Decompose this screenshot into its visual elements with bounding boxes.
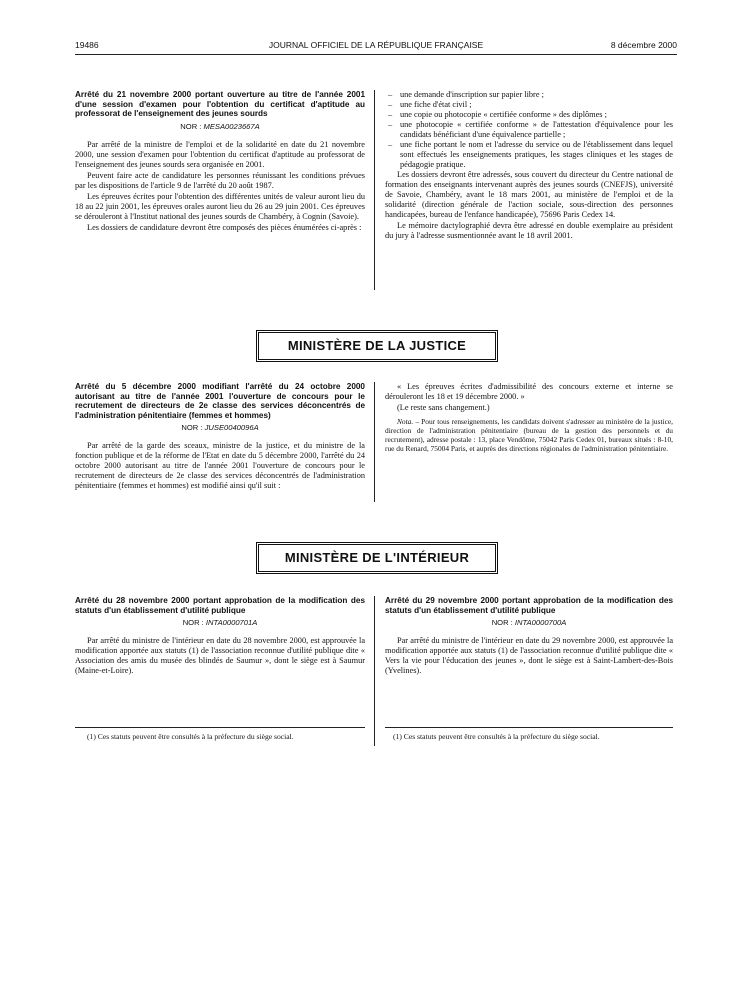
article-1-nor (75, 122, 365, 132)
column-divider (374, 90, 375, 290)
article-2-right-column (385, 382, 673, 454)
article-1-paragraph: Les dossiers de candidature devront être composés des pièces énumérées ci-après : (87, 222, 362, 232)
article-1-paragraph: Les dossiers devront être adressés, sous couvert du directeur du Centre national de formation des enseignants intervenant auprès des jeunes sourds (CNEFJS), université de Savoie, Chambéry, avant le 18 mars 2001, au ministère de l'emploi et de la solidarité (direction générale de l'action sociale, sous-direction des personnes handicapées, bureau de l'enfance handicapée), 75696 Paris Cedex 14. (385, 170, 673, 219)
column-divider (374, 382, 375, 502)
article-3-nor (75, 618, 365, 628)
ministry-justice-heading: MINISTÈRE DE LA JUSTICE (258, 332, 496, 360)
note-text: – Pour tous renseignements, les candidats doivent s'adresser au ministère de la justice, direction de l'administration pénitentiaire (bureau de la gestion des personnels et du recrutement), adresse postale : 13, place Vendôme, 75042 Paris Cedex 01, bureaux situés : 8-10, rue du Renard, 75004 Paris, et auprès des directions régionales de l'administration pénitentiaire. (385, 417, 673, 453)
nor-code: JUSE0040096A (204, 423, 259, 433)
nor-label: NOR : (181, 423, 203, 433)
article-2-quote: « Les épreuves écrites d'admissibilité des concours externe et interne se dérouleront les 18 et 19 décembre 2000. » (385, 382, 673, 401)
nor-label: NOR : (182, 618, 204, 628)
article-3-footnote: (1) Ces statuts peuvent être consultés à la préfecture du siège social. (87, 732, 294, 741)
footnote-rule (385, 727, 673, 728)
journal-title: JOURNAL OFFICIEL DE LA RÉPUBLIQUE FRANÇAISE (268, 40, 484, 50)
article-1-right-column (385, 90, 673, 242)
article-1-paragraph: Peuvent faire acte de candidature les personnes réunissant les conditions prévues par les dispositions de l'article 9 de l'arrêté du 20 août 1987. (75, 170, 365, 190)
article-1-paragraph: Les épreuves écrites pour l'obtention des différentes unités de valeur auront lieu du 18 au 22 juin 2001, les épreuves orales auront lieu du 26 au 29 juin 2001. Ces épreuves se dérouleront à l'Institut national des jeunes sourds de Chambéry, à Cognin (Savoie). (75, 191, 365, 221)
article-2-note (385, 417, 673, 453)
list-item: – une copie ou photocopie « certifiée conforme » des diplômes ; (385, 110, 673, 120)
article-4-paragraph: Par arrêté du ministre de l'intérieur en date du 29 novembre 2000, est approuvée la modification apportée aux statuts (1) de l'association reconnue d'utilité publique dite « Vers la vie pour l'éducation des jeunes », dont le siège est à Saint-Lambert-des-Bois (Yvelines). (385, 636, 673, 676)
ministry-interior-heading: MINISTÈRE DE L'INTÉRIEUR (258, 544, 496, 572)
page-number: 19486 (75, 40, 99, 50)
header-rule (75, 54, 677, 55)
article-1-paragraph: Le mémoire dactylographié devra être adressé en double exemplaire au président du jury à l'adresse susmentionnée avant le 18 avril 2001. (385, 221, 673, 240)
column-divider (374, 596, 375, 746)
note-label: Nota. (397, 417, 414, 426)
nor-code: INTA0000700A (514, 618, 567, 628)
article-1-title: Arrêté du 21 novembre 2000 portant ouverture au titre de l'année 2001 d'une session d'examen pour l'obtention du certificat d'aptitude au professorat de l'enseignement des jeunes sourds (75, 90, 365, 119)
list-item: – une photocopie « certifiée conforme » de l'attestation d'équivalence pour les candidats bénéficiant d'une équivalence partielle ; (385, 120, 673, 140)
list-item: – une fiche portant le nom et l'adresse du service ou de l'établissement dans lequel sont effectués les enseignements pratiques, les stages cliniques et les stages de pédagogie pratique. (385, 140, 673, 170)
nor-label: NOR : (180, 121, 202, 131)
nor-code: INTA0000701A (205, 618, 258, 628)
article-4-column (385, 596, 673, 677)
article-4-title: Arrêté du 29 novembre 2000 portant approbation de la modification des statuts d'un établissement d'utilité publique (385, 596, 673, 615)
article-2-paragraph: Par arrêté de la garde des sceaux, ministre de la justice, et du ministre de la fonction publique et de la réforme de l'Etat en date du 5 décembre 2000, l'arrêté du 24 octobre 2000 autorisant au titre de l'année 2001 l'ouverture de concours pour le recrutement de directeurs de 2e classe des services déconcentrés de l'administration pénitentiaire (femmes et hommes) est modifié ainsi qu'il suit : (75, 441, 365, 491)
issue-date: 8 décembre 2000 (610, 40, 677, 50)
article-1-paragraph: Par arrêté de la ministre de l'emploi et de la solidarité en date du 21 novembre 2000, une session d'examen pour l'obtention du certificat d'aptitude au professorat de l'enseignement des jeunes sourds sera organisée en 2001. (75, 139, 365, 169)
nor-label: NOR : (491, 618, 513, 628)
nor-code: MESA0023667A (203, 121, 260, 131)
document-list (385, 90, 673, 170)
article-2-title: Arrêté du 5 décembre 2000 modifiant l'arrêté du 24 octobre 2000 autorisant au titre de l'année 2001 l'ouverture de concours pour le recrutement de directeurs de 2e classe des services déconcentrés de l'administration pénitentiaire (femmes et hommes) (75, 382, 365, 420)
article-4-nor (385, 618, 673, 628)
article-2-nor (75, 423, 365, 433)
footnote-rule (75, 727, 365, 728)
article-3-paragraph: Par arrêté du ministre de l'intérieur en date du 28 novembre 2000, est approuvée la modification apportée aux statuts (1) de l'association reconnue d'utilité publique dite « Association des amis du musée des blindés de Saumur », dont le siège est à Saumur (Maine-et-Loire). (75, 636, 365, 676)
article-1-left-column (75, 90, 365, 234)
article-2-left-column (75, 382, 365, 492)
article-2-rest: (Le reste sans changement.) (397, 403, 490, 412)
article-3-title: Arrêté du 28 novembre 2000 portant approbation de la modification des statuts d'un établissement d'utilité publique (75, 596, 365, 615)
list-item: – une demande d'inscription sur papier libre ; (385, 90, 673, 100)
article-4-footnote: (1) Ces statuts peuvent être consultés à la préfecture du siège social. (393, 732, 600, 741)
list-item: – une fiche d'état civil ; (385, 100, 673, 110)
page-header (75, 40, 677, 54)
article-3-column (75, 596, 365, 677)
